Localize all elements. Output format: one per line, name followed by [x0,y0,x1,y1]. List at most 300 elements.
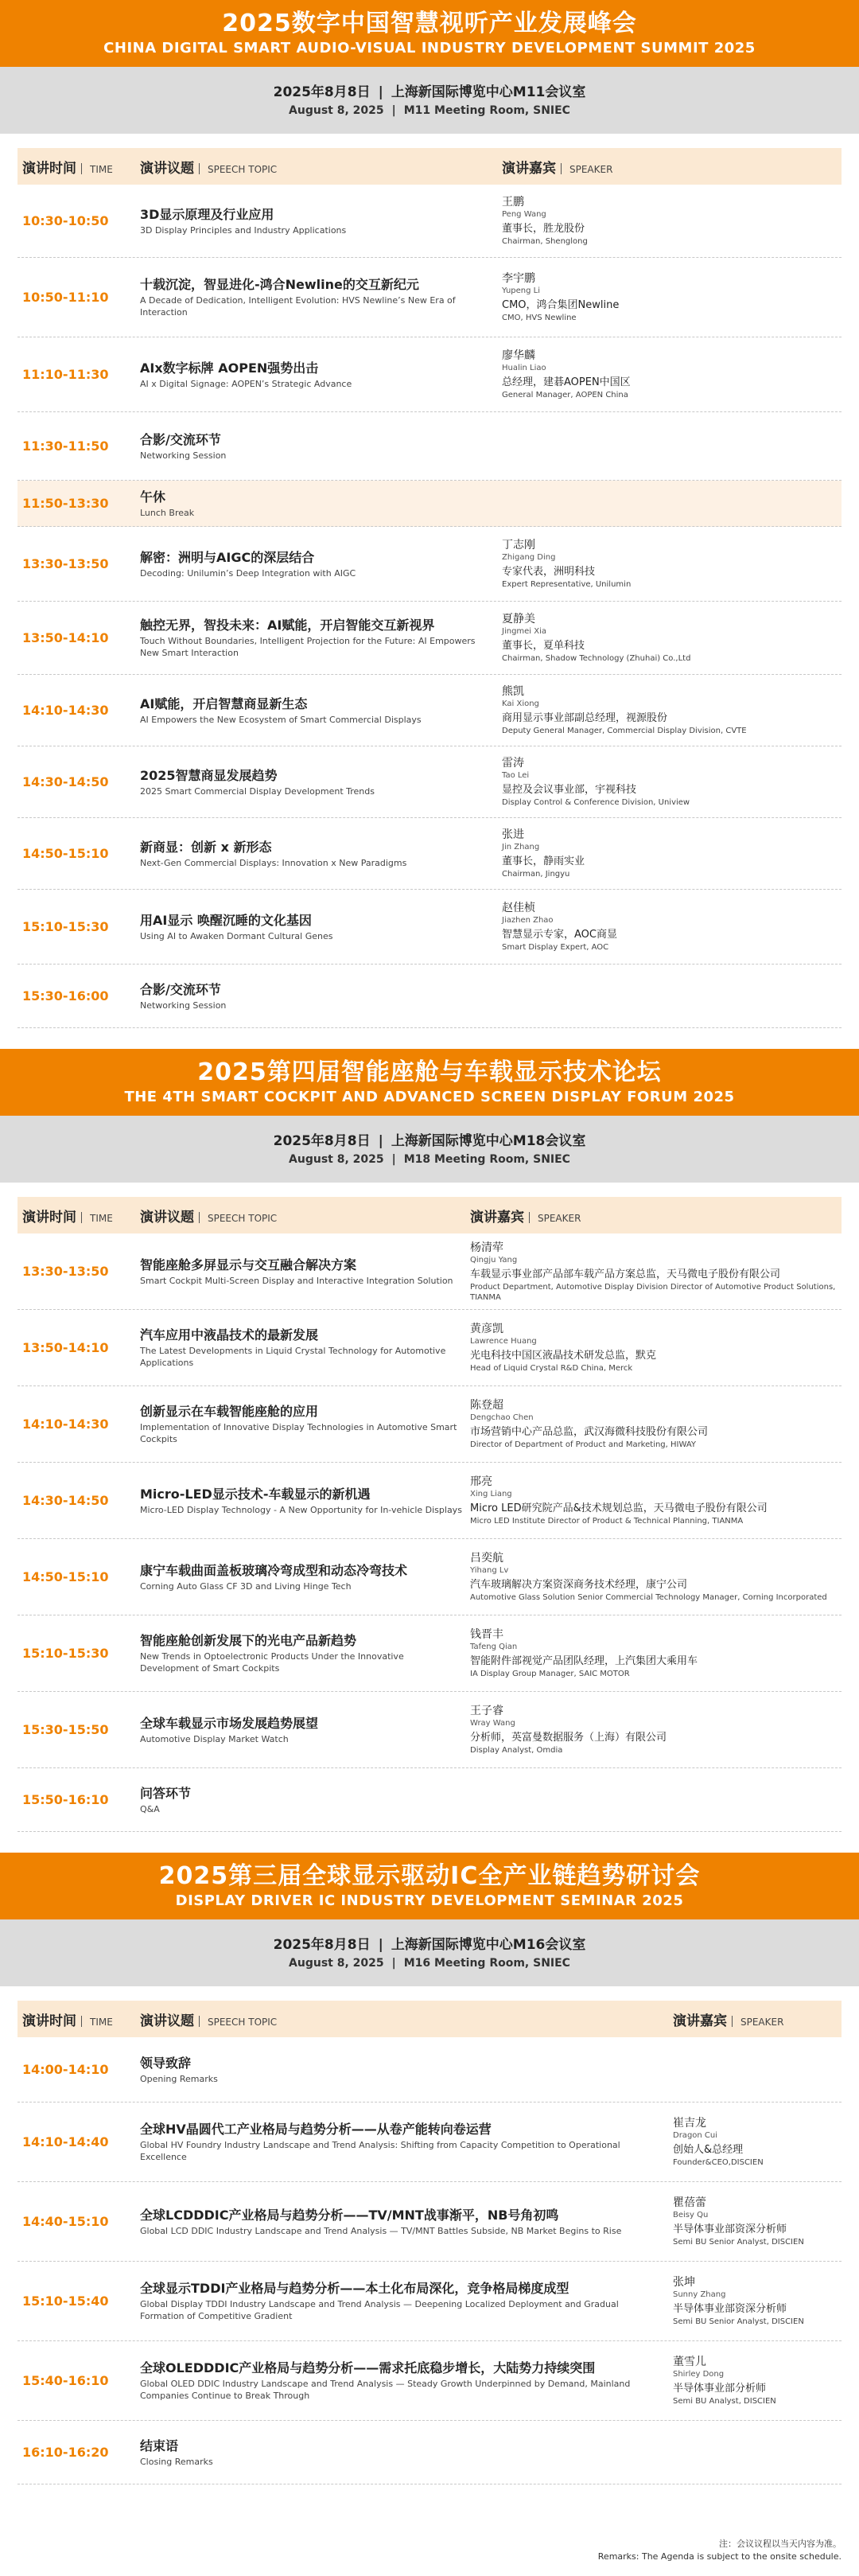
speaker [673,2116,764,2168]
speaker [502,756,690,808]
speaker-title-en: CMO, HVS Newline [502,314,577,322]
topic-cn: 全球LCDDDIC产业格局与趋势分析——TV/MNT战事渐平，NB号角初鸣 [140,2207,559,2223]
agenda-row [17,890,842,965]
footnote-en: Remarks: The Agenda is subject to the onsite schedule. [597,2551,842,2562]
topic-cn: 午休 [140,489,166,505]
agenda-row [17,2262,842,2341]
header-time [17,2009,140,2029]
section-title-en: DISPLAY DRIVER IC INDUSTRY DEVELOPMENT SEMINAR 2025 [175,1892,684,1909]
speaker-name: 张坤 [673,2276,695,2289]
session-time: 16:10-16:20 [22,2445,109,2460]
session-topic [140,839,502,869]
header-speaker [673,2009,783,2029]
session-topic [140,2121,673,2163]
topic-cn: 合影/交流环节 [140,981,221,997]
speaker [502,612,690,664]
topic-en: Opening Remarks [140,2073,218,2084]
topic-en: 2025 Smart Commercial Display Development Trends [140,785,375,797]
venue-en [0,1955,859,1971]
venue-en-place: M18 Meeting Room, SNIEC [403,1153,570,1166]
speaker-title: 显控及会议事业部，宇视科技 [502,784,637,796]
session-time: 14:10-14:30 [22,1417,109,1432]
agenda-row [17,527,842,602]
speaker-title-en: Director of Department of Product and Marketing, HIWAY [470,1440,696,1449]
speaker-name: 黄彦凯 [470,1323,503,1335]
venue-cn-date: 2025年8月8日 [273,84,371,100]
speaker-pinyin: Kai Xiong [502,700,539,708]
header-topic-en: SPEECH TOPIC [208,1212,278,1224]
topic-cn: 用AI显示 唤醒沉睡的文化基因 [140,912,312,928]
topic-cn: 智能座舱创新发展下的光电产品新趋势 [140,1633,357,1648]
speaker-title: 总经理，建碁AOPEN中国区 [502,376,631,388]
header-divider [81,1212,82,1223]
topic-en: Q&A [140,1803,160,1814]
venue-en-date: August 8, 2025 [289,1957,384,1970]
topic-en: Micro-LED Display Technology - A New Opportunity for In-vehicle Displays [140,1504,462,1515]
speaker-name: 崔吉龙 [673,2117,706,2130]
topic-cn: 领导致辞 [140,2055,192,2071]
session-time: 11:10-11:30 [22,367,109,382]
topic-en: 3D Display Principles and Industry Applications [140,224,347,236]
session-time: 15:10-15:30 [22,1646,109,1661]
topic-cn: 解密：洲明与AIGC的深层结合 [140,549,315,565]
session-time: 15:30-15:50 [22,1722,109,1737]
agenda-row [17,1692,842,1768]
agenda-row [17,1539,842,1615]
speaker-pinyin: Peng Wang [502,210,546,219]
header-divider [81,163,82,174]
agenda-row [17,412,842,481]
speaker-title-en: Deputy General Manager, Commercial Display Division, CVTE [502,727,747,735]
topic-cn: 新商显：创新 x 新形态 [140,839,272,855]
header-divider [732,2016,733,2027]
speaker-title-en: Smart Display Expert, AOC [502,943,609,952]
topic-cn: 3D显示原理及行业应用 [140,206,274,222]
topic-en: Next-Gen Commercial Displays: Innovation x New Paradigms [140,857,407,868]
speaker [470,1551,827,1603]
topic-en: Corning Auto Glass CF 3D and Living Hinge Tech [140,1580,352,1592]
speaker-name: 杨清荦 [470,1241,503,1254]
speaker-pinyin: Jin Zhang [502,843,540,852]
session-topic [140,617,502,659]
topic-en: Implementation of Innovative Display Technologies in Automotive Smart Cockpits [140,1422,457,1444]
section-title-cn: 2025第三届全球显示驱动IC全产业链趋势研讨会 [158,1862,701,1890]
agenda-section [0,1049,859,1832]
speaker-pinyin: Tao Lei [502,771,530,780]
session-time: 14:10-14:40 [22,2134,109,2149]
session-topic [140,2280,673,2322]
speaker-title: 创始人&总经理 [673,2144,744,2156]
header-time-cn: 演讲时间 [22,1209,76,1226]
agenda-row [17,258,842,337]
agenda-row [17,2421,842,2484]
session-topic [140,1486,470,1516]
session-time: 14:00-14:10 [22,2062,109,2077]
header-topic-cn: 演讲议题 [140,1209,194,1226]
venue-cn [0,1935,859,1955]
speaker-name: 瞿蓓蕾 [673,2196,706,2209]
speaker-title-en: Chairman, Jingyu [502,870,570,879]
table-header [17,148,842,185]
header-time-en: TIME [90,2016,113,2028]
speaker-name: 雷涛 [502,757,524,770]
speaker-name: 董雪儿 [673,2356,706,2368]
header-speaker-en: SPEAKER [538,1212,581,1224]
topic-en: Networking Session [140,1000,227,1011]
speaker-title-en: Expert Representative, Unilumin [502,580,632,589]
speaker-title-en: Automotive Glass Solution Senior Commercial Technology Manager, Corning Incorporated [470,1593,827,1602]
topic-en: Global HV Foundry Industry Landscape and Trend Analysis: Shifting from Capacity Competition to Operational Excellence [140,2140,620,2162]
speaker-title-en: IA Display Group Manager, SAIC MOTOR [470,1670,630,1678]
header-topic [140,2009,673,2029]
topic-en: A Decade of Dedication, Intelligent Evolution: HVS Newline’s New Era of Interaction [140,295,456,318]
session-topic [140,1562,470,1592]
agenda-row [17,1615,842,1692]
speaker [502,271,619,323]
speaker-name: 李宇鹏 [502,272,535,285]
header-speaker-cn: 演讲嘉宾 [673,2013,727,2029]
speaker-name: 夏静美 [502,613,535,625]
agenda-row [17,1233,842,1310]
speaker [502,901,617,953]
header-divider [199,163,200,174]
session-topic [140,981,502,1011]
session-time: 15:40-16:10 [22,2373,109,2388]
session-time: 14:50-15:10 [22,846,109,861]
agenda-row [17,602,842,675]
header-topic [140,157,502,177]
speaker-pinyin: Yihang Lv [470,1566,509,1575]
speaker-pinyin: Wray Wang [470,1719,515,1728]
agenda-row [17,2341,842,2421]
venue-en [0,1152,859,1167]
session-time: 15:10-15:30 [22,919,109,934]
session-time: 14:30-14:50 [22,1493,109,1508]
venue-separator: | [391,1957,396,1970]
speaker [673,2275,804,2327]
section-banner [0,1853,859,1919]
session-topic [140,360,502,390]
venue-en-place: M16 Meeting Room, SNIEC [403,1957,570,1970]
speaker-title: 董事长，夏单科技 [502,640,585,652]
session-topic [140,1785,470,1815]
footnote-cn: 注：会议议程以当天内容为准。 [719,2539,842,2549]
session-time: 15:50-16:10 [22,1792,109,1807]
topic-en: Global Display TDDI Industry Landscape and Trend Analysis — Deepening Localized Deployment and Gradual Formation of Competitive Gradient [140,2299,619,2321]
session-time: 13:30-13:50 [22,556,109,571]
speaker-pinyin: Tafeng Qian [470,1643,518,1651]
speaker-title-en: Semi BU Senior Analyst, DISCIEN [673,2317,804,2326]
speaker-title: 智能附件部视觉产品团队经理，上汽集团大乘用车 [470,1655,698,1667]
section-title-cn: 2025数字中国智慧视听产业发展峰会 [222,10,637,37]
venue-cn-place: 上海新国际博览中心M18会议室 [391,1133,586,1149]
agenda-row [17,1386,842,1463]
speaker [502,538,631,590]
topic-cn: 全球车载显示市场发展趋势展望 [140,1715,319,1731]
header-speaker-en: SPEAKER [569,163,613,175]
agenda-row [17,185,842,258]
speaker-name: 赵佳桢 [502,902,535,914]
venue-cn [0,82,859,103]
speaker-title-en: Chairman, Shenglong [502,237,588,246]
speaker-pinyin: Lawrence Huang [470,1337,537,1346]
agenda-table [0,148,859,1028]
session-time: 11:30-11:50 [22,438,109,454]
section-title-en: CHINA DIGITAL SMART AUDIO-VISUAL INDUSTRY DEVELOPMENT SUMMIT 2025 [103,40,756,57]
speaker-title-en: Head of Liquid Crystal R&D China, Merck [470,1364,633,1373]
session-topic [140,2360,673,2402]
speaker-title: 董事长，静雨实业 [502,855,585,867]
session-topic [140,696,502,726]
speaker-title-en: Display Control & Conference Division, Uniview [502,798,690,807]
agenda-row [17,1463,842,1539]
section-title-en: THE 4TH SMART COCKPIT AND ADVANCED SCREEN DISPLAY FORUM 2025 [124,1089,735,1105]
speaker [673,2355,776,2406]
speaker-title: 商用显示事业部副总经理，视源股份 [502,712,668,724]
venue-separator: | [378,1937,383,1953]
session-topic [140,549,502,579]
topic-en: The Latest Developments in Liquid Crystal Technology for Automotive Applications [140,1346,446,1368]
topic-en: Touch Without Boundaries, Intelligent Projection for the Future: AI Empowers New Smart Interaction [140,636,476,658]
agenda-row [17,2102,842,2182]
topic-en: Closing Remarks [140,2456,213,2467]
topic-cn: 全球显示TDDI产业格局与趋势分析——本土化布局深化，竞争格局梯度成型 [140,2281,569,2296]
venue-separator: | [378,84,383,100]
session-time: 15:30-16:00 [22,988,109,1004]
session-time: 13:50-14:10 [22,630,109,645]
agenda-row [17,675,842,746]
speaker-name: 吕奕航 [470,1552,503,1565]
speaker-pinyin: Dragon Cui [673,2131,718,2140]
topic-cn: AI赋能，开启智慧商显新生态 [140,696,308,711]
session-topic [140,2055,673,2085]
speaker-title: 董事长，胜龙股份 [502,223,585,235]
speaker-name: 钱晋丰 [470,1628,503,1641]
speaker-title-en: Product Department, Automotive Display Division Director of Automotive Product Solutions, TIANMA [470,1282,836,1302]
speaker-title-en: Chairman, Shadow Technology (Zhuhai) Co.,Ltd [502,654,691,663]
speaker-title-en: Semi BU Analyst, DISCIEN [673,2397,776,2406]
topic-en: Decoding: Unilumin’s Deep Integration with AIGC [140,567,356,579]
speaker-pinyin: Zhigang Ding [502,553,556,562]
topic-en: AI Empowers the New Ecosystem of Smart Commercial Displays [140,714,422,725]
session-topic [140,1257,470,1287]
topic-cn: 问答环节 [140,1785,192,1801]
venue-separator: | [391,1153,396,1166]
speaker-pinyin: Jiazhen Zhao [502,916,554,925]
header-speaker-cn: 演讲嘉宾 [470,1209,524,1226]
agenda-row [17,2037,842,2102]
topic-cn: 2025智慧商显发展趋势 [140,767,278,783]
agenda-row [17,818,842,890]
topic-cn: 创新显示在车载智能座舱的应用 [140,1404,319,1419]
agenda-row [17,2182,842,2262]
speaker-name: 丁志刚 [502,539,535,551]
header-speaker [470,1206,581,1226]
venue-en-place: M11 Meeting Room, SNIEC [403,104,570,117]
speaker-title: 专家代表，洲明科技 [502,566,596,578]
speaker-name: 陈登超 [470,1399,503,1412]
agenda-row [17,965,842,1028]
speaker-title: 半导体事业部资深分析师 [673,2223,787,2235]
speaker-title: CMO，鸿合集团Newline [502,299,620,311]
topic-en: Lunch Break [140,507,195,518]
venue-en-date: August 8, 2025 [289,1153,384,1166]
header-time-en: TIME [90,1212,113,1224]
speaker [502,195,588,247]
header-divider [529,1212,530,1223]
speaker-name: 王鹏 [502,196,524,208]
header-divider [199,1212,200,1223]
agenda-row [17,337,842,412]
session-topic [140,1403,470,1445]
speaker [470,1475,768,1526]
session-topic [140,767,502,797]
speaker-title-en: Founder&CEO,DISCIEN [673,2158,764,2167]
session-topic [140,912,502,942]
topic-cn: 全球OLEDDDIC产业格局与趋势分析——需求托底稳步增长，大陆势力持续突围 [140,2360,596,2375]
speaker-title-en: General Manager, AOPEN China [502,391,628,399]
venue-cn-place: 上海新国际博览中心M16会议室 [391,1937,586,1953]
speaker [470,1322,656,1374]
speaker-title: 市场营销中心产品总监，武汉海微科技股份有限公司 [470,1426,709,1438]
speaker-title: Micro LED研究院产品&技术规划总监，天马微电子股份有限公司 [470,1502,768,1514]
agenda-rows [17,1233,842,1832]
header-divider [81,2016,82,2027]
topic-en: Smart Cockpit Multi-Screen Display and Interactive Integration Solution [140,1275,453,1286]
session-topic [140,1327,470,1369]
speaker-title: 智慧显示专家，AOC商显 [502,929,617,941]
header-topic-cn: 演讲议题 [140,160,194,177]
speaker-title-en: Display Analyst, Omdia [470,1746,563,1755]
header-speaker [502,157,612,177]
topic-en: Using AI to Awaken Dormant Cultural Genes [140,930,333,941]
topic-cn: 结束语 [140,2438,179,2453]
agenda-table [0,1197,859,1832]
speaker-title: 光电科技中国区液晶技术研发总监，默克 [470,1350,657,1362]
agenda-row [17,481,842,527]
header-time-cn: 演讲时间 [22,2013,76,2029]
table-header [17,2001,842,2037]
agenda-table [0,2001,859,2484]
header-divider [199,2016,200,2027]
header-time [17,157,140,177]
speaker-title-en: Micro LED Institute Director of Product & Technical Planning, TIANMA [470,1517,744,1526]
header-topic [140,1206,470,1226]
topic-cn: 触控无界，智投未来：AI赋能，开启智能交互新视界 [140,618,435,633]
speaker-name: 邢亮 [470,1475,492,1488]
session-time: 15:10-15:40 [22,2293,109,2309]
session-topic [140,431,502,462]
agenda-section [0,1853,859,2484]
session-topic [140,2207,673,2237]
footnote [598,2538,842,2563]
session-topic [140,276,502,318]
venue-en [0,103,859,119]
header-time-cn: 演讲时间 [22,160,76,177]
section-title-cn: 2025第四届智能座舱与车载显示技术论坛 [197,1058,662,1086]
topic-cn: AIx数字标牌 AOPEN强势出击 [140,360,319,376]
topic-cn: 合影/交流环节 [140,431,221,447]
header-topic-cn: 演讲议题 [140,2013,194,2029]
speaker-pinyin: Jingmei Xia [502,627,547,636]
header-time [17,1206,140,1226]
header-speaker-cn: 演讲嘉宾 [502,160,556,177]
header-speaker-en: SPEAKER [740,2016,784,2028]
venue-en-date: August 8, 2025 [289,104,384,117]
speaker-pinyin: Sunny Zhang [673,2290,726,2299]
table-header [17,1197,842,1233]
speaker-pinyin: Shirley Dong [673,2370,725,2379]
venue-separator: | [391,104,396,117]
agenda-row [17,1310,842,1386]
topic-en: Global LCD DDIC Industry Landscape and Trend Analysis — TV/MNT Battles Subside, NB Market Begins to Rise [140,2225,622,2236]
header-time-en: TIME [90,163,113,175]
venue-bar [0,1919,859,1986]
venue-separator: | [378,1133,383,1149]
header-topic-en: SPEECH TOPIC [208,2016,278,2028]
topic-cn: 康宁车载曲面盖板玻璃冷弯成型和动态冷弯技术 [140,1562,408,1578]
header-topic-en: SPEECH TOPIC [208,163,278,175]
speaker [502,828,585,879]
speaker-pinyin: Xing Liang [470,1490,512,1498]
speaker-pinyin: Dengchao Chen [470,1413,534,1422]
speaker-title: 汽车玻璃解决方案资深商务技术经理，康宁公司 [470,1579,688,1591]
speaker [673,2196,804,2247]
speaker [470,1241,842,1303]
session-topic [140,1632,470,1674]
agenda-row [17,1768,842,1832]
topic-cn: 汽车应用中液晶技术的最新发展 [140,1327,319,1343]
speaker [470,1398,708,1450]
session-topic [140,2438,673,2468]
speaker [502,684,747,736]
venue-cn-date: 2025年8月8日 [273,1937,371,1953]
agenda-rows [17,185,842,1028]
session-time: 14:50-15:10 [22,1569,109,1584]
venue-bar [0,1116,859,1183]
session-time: 10:30-10:50 [22,213,109,228]
speaker-title: 车载显示事业部产品部车载产品方案总监，天马微电子股份有限公司 [470,1268,781,1280]
session-time: 14:40-15:10 [22,2214,109,2229]
speaker-title: 半导体事业部资深分析师 [673,2303,787,2315]
topic-en: Networking Session [140,450,227,461]
speaker-pinyin: Qingju Yang [470,1255,518,1265]
speaker [470,1627,698,1679]
speaker-pinyin: Beisy Qu [673,2211,709,2219]
speaker-pinyin: Hualin Liao [502,364,546,372]
topic-en: New Trends in Optoelectronic Products Under the Innovative Development of Smart Cockpits [140,1651,404,1674]
topic-en: Global OLED DDIC Industry Landscape and Trend Analysis — Steady Growth Underpinned by Demand, Mainland Companies Continue to Break Through [140,2379,631,2401]
topic-cn: Micro-LED显示技术-车载显示的新机遇 [140,1486,371,1502]
speaker-name: 熊凯 [502,685,524,698]
speaker-name: 张进 [502,828,524,841]
speaker-title: 半导体事业部分析师 [673,2383,767,2395]
session-time: 10:50-11:10 [22,290,109,305]
topic-en: Automotive Display Market Watch [140,1733,289,1744]
speaker-name: 廖华麟 [502,349,535,362]
topic-cn: 全球HV晶圆代工产业格局与趋势分析——从卷产能转向卷运营 [140,2122,492,2137]
speaker [470,1704,667,1756]
session-topic [140,206,502,236]
speaker-title: 分析师，英富曼数据服务（上海）有限公司 [470,1732,667,1744]
venue-cn-date: 2025年8月8日 [273,1133,371,1149]
topic-cn: 智能座舱多屏显示与交互融合解决方案 [140,1257,357,1272]
session-topic [140,1715,470,1745]
header-divider [561,163,562,174]
session-topic [140,489,502,519]
venue-bar [0,67,859,134]
session-time: 13:30-13:50 [22,1264,109,1279]
